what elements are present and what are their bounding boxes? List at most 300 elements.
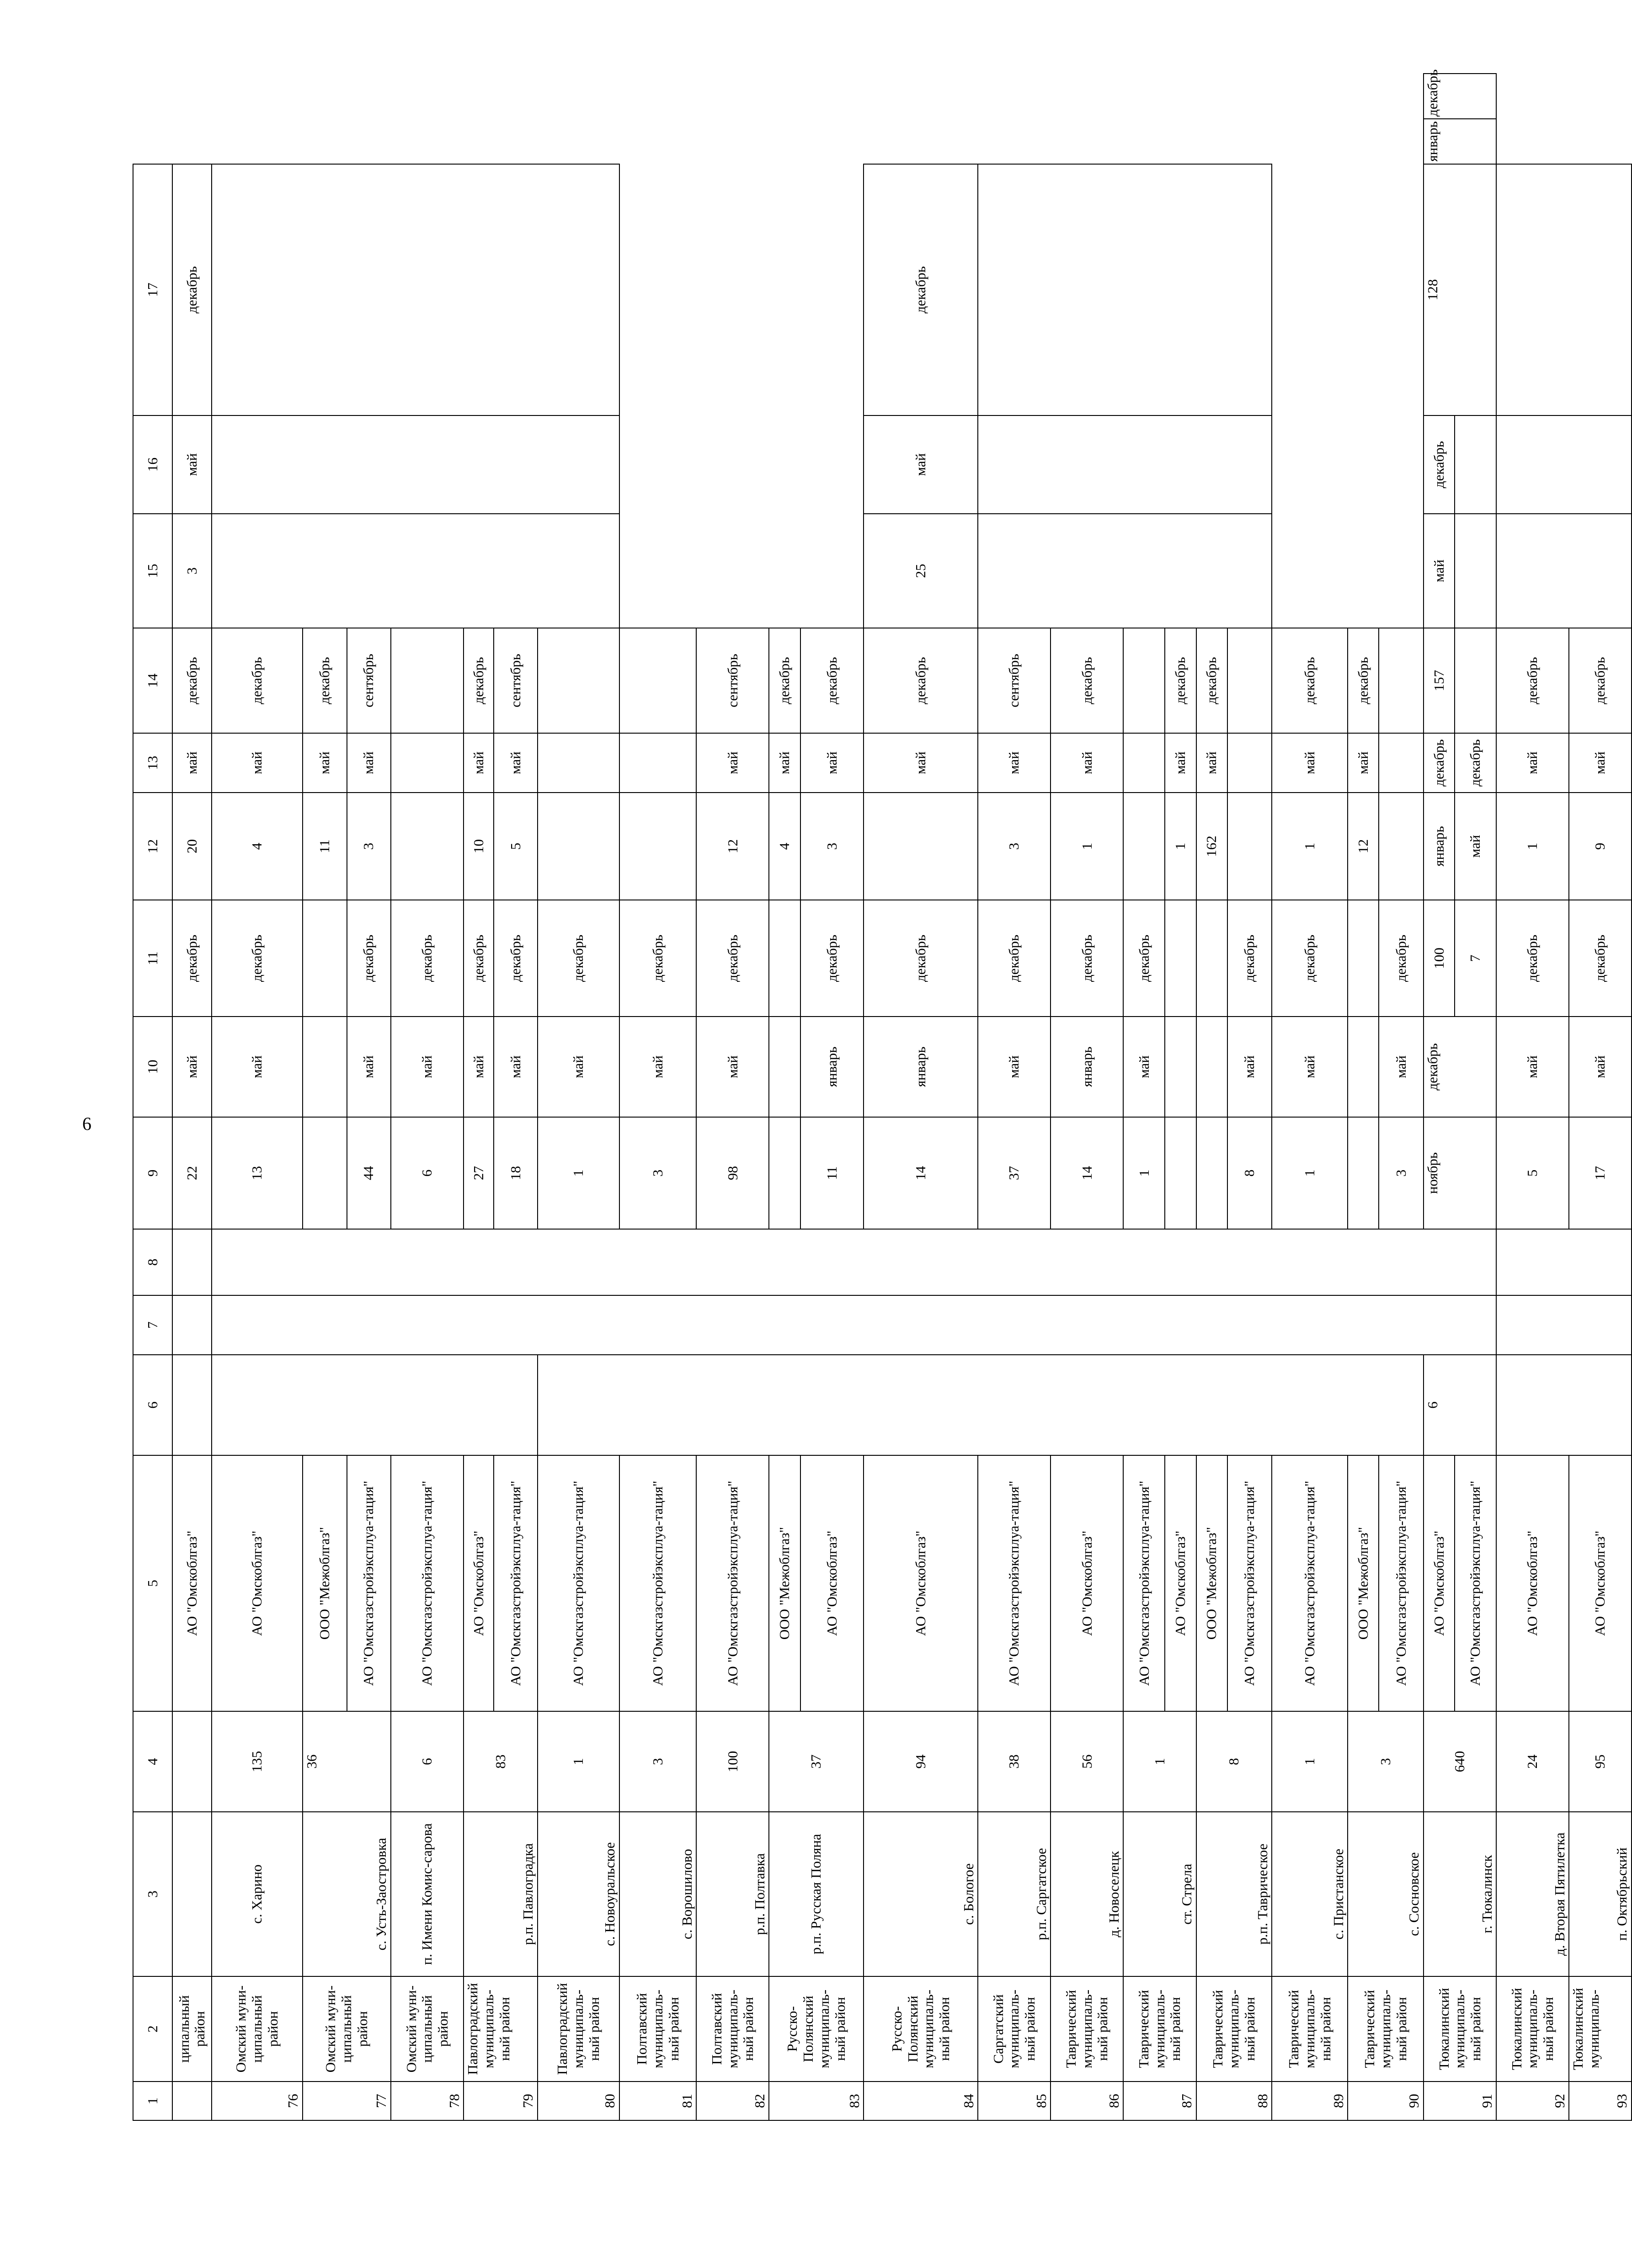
cell-col12: 3 bbox=[347, 793, 391, 900]
cell-col10: май bbox=[1496, 1017, 1569, 1117]
cell-col10 bbox=[769, 1017, 800, 1117]
district-cell: Тюкалинский муниципаль-ный район bbox=[1496, 1976, 1569, 2082]
cell-col13: май bbox=[1051, 733, 1123, 793]
row-number: 79 bbox=[464, 2082, 537, 2120]
cell-col14: сентябрь bbox=[347, 628, 391, 733]
cell-col9 bbox=[1348, 1117, 1379, 1229]
column-number: 2 bbox=[133, 1976, 172, 2082]
cell-col13: май bbox=[464, 733, 494, 793]
row-number bbox=[172, 2082, 212, 2120]
count-cell: 3 bbox=[1348, 1711, 1424, 1812]
cell-col15: 25 bbox=[864, 514, 978, 628]
column-number: 12 bbox=[133, 793, 172, 900]
cell-col12: 12 bbox=[696, 793, 769, 900]
cell-col13: май bbox=[1496, 733, 1569, 793]
cell-col14 bbox=[1379, 628, 1424, 733]
column-number: 14 bbox=[133, 628, 172, 733]
cell-col11: декабрь bbox=[978, 900, 1051, 1017]
count-cell: 3 bbox=[619, 1711, 696, 1812]
cell-col13 bbox=[538, 733, 620, 793]
cell-col17: декабрь bbox=[1424, 74, 1496, 119]
organization-cell: АО "Омскгазстройэксплуа-тация" bbox=[1379, 1455, 1424, 1711]
cell-col14: декабрь bbox=[1348, 628, 1379, 733]
cell-col11: декабрь bbox=[696, 900, 769, 1017]
cell-col14: декабрь bbox=[1424, 415, 1455, 514]
table-row bbox=[1424, 74, 1455, 2120]
settlement-cell: с. Ворошилово bbox=[619, 1812, 696, 1976]
settlement-cell: с. Харино bbox=[212, 1812, 303, 1976]
column-number-row bbox=[133, 74, 172, 2120]
cell-col9 bbox=[1165, 1117, 1196, 1229]
cell-col13: май bbox=[1272, 733, 1348, 793]
cell-col16: май bbox=[864, 415, 978, 514]
organization-cell: АО "Омскгазстройэксплуа-тация" bbox=[619, 1455, 696, 1711]
cell-col16 bbox=[212, 415, 619, 514]
count-cell: 640 bbox=[1424, 1711, 1496, 1812]
cell-col11: декабрь bbox=[347, 900, 391, 1017]
cell-col11: декабрь bbox=[494, 900, 537, 1017]
cell-col16 bbox=[1496, 415, 1632, 514]
cell-col11: декабрь bbox=[172, 900, 212, 1017]
cell-col13: май bbox=[696, 733, 769, 793]
cell-col13: май bbox=[1165, 733, 1196, 793]
column-number: 1 bbox=[133, 2082, 172, 2120]
cell-col10 bbox=[1196, 1017, 1227, 1117]
district-cell: Русско-Полянский муниципаль-ный район bbox=[864, 1976, 978, 2082]
cell-col11: декабрь bbox=[538, 900, 620, 1017]
cell-col14: декабрь bbox=[1272, 628, 1348, 733]
cell-col12: 12 bbox=[1348, 793, 1379, 900]
cell-col13 bbox=[1227, 733, 1272, 793]
organization-cell: АО "Омскоблгаз" bbox=[172, 1455, 212, 1711]
cell-col12: 5 bbox=[494, 793, 537, 900]
district-cell: Таврический муниципаль-ный район bbox=[1051, 1976, 1123, 2082]
cell-col12: 3 bbox=[978, 793, 1051, 900]
cell-col13: май bbox=[212, 733, 303, 793]
cell-col12: 1 bbox=[1051, 793, 1123, 900]
count-cell: 24 bbox=[1496, 1711, 1569, 1812]
settlement-cell: д. Новоселецк bbox=[1051, 1812, 1123, 1976]
column-number: 3 bbox=[133, 1812, 172, 1976]
cell-col11: декабрь bbox=[1123, 900, 1165, 1017]
organization-cell: АО "Омскгазстройэксплуа-тация" bbox=[1123, 1455, 1165, 1711]
count-cell: 83 bbox=[464, 1711, 537, 1812]
cell-col10: май bbox=[391, 1017, 464, 1117]
cell-col9: 37 bbox=[978, 1117, 1051, 1229]
cell-col11: декабрь bbox=[1455, 733, 1496, 793]
cell-col10: май bbox=[696, 1017, 769, 1117]
cell-col11: декабрь bbox=[800, 900, 864, 1017]
cell-col12: 157 bbox=[1424, 628, 1455, 733]
cell-col13: май bbox=[494, 733, 537, 793]
cell-col12 bbox=[1455, 628, 1496, 733]
district-cell: Полтавский муниципаль-ный район bbox=[619, 1976, 696, 2082]
cell-col11 bbox=[1196, 900, 1227, 1017]
cell-col10: май bbox=[619, 1017, 696, 1117]
cell-col11 bbox=[1348, 900, 1379, 1017]
cell-col6 bbox=[538, 1355, 1424, 1455]
cell-col9: 8 bbox=[1227, 1117, 1272, 1229]
count-cell: 37 bbox=[769, 1711, 864, 1812]
column-number: 5 bbox=[133, 1455, 172, 1711]
organization-cell: ООО "Межоблгаз" bbox=[769, 1455, 800, 1711]
cell-col16 bbox=[978, 415, 1272, 514]
cell-col12 bbox=[1123, 793, 1165, 900]
data-table bbox=[133, 69, 1632, 2121]
cell-col14: декабрь bbox=[212, 628, 303, 733]
table-row bbox=[212, 74, 303, 2120]
cell-col11: декабрь bbox=[864, 900, 978, 1017]
cell-col9: 22 bbox=[172, 1117, 212, 1229]
cell-col16: январь bbox=[1424, 119, 1496, 164]
settlement-cell: р.п. Русская Поляна bbox=[769, 1812, 864, 1976]
organization-cell: АО "Омскоблгаз" bbox=[864, 1455, 978, 1711]
row-number: 81 bbox=[619, 2082, 696, 2120]
cell-col11: декабрь bbox=[212, 900, 303, 1017]
row-number: 92 bbox=[1496, 2082, 1569, 2120]
cell-col7: ноябрь bbox=[1424, 1117, 1496, 1229]
table-row bbox=[1496, 74, 1569, 2120]
cell-col14: декабрь bbox=[1051, 628, 1123, 733]
cell-col13 bbox=[1455, 514, 1496, 628]
cell-col14: декабрь bbox=[303, 628, 347, 733]
cell-col12: 1 bbox=[1272, 793, 1348, 900]
cell-col12: 3 bbox=[800, 793, 864, 900]
cell-col8 bbox=[172, 1229, 212, 1295]
cell-col16: май bbox=[172, 415, 212, 514]
row-number: 93 bbox=[1569, 2082, 1632, 2120]
table-row bbox=[1348, 74, 1379, 2120]
cell-col10 bbox=[1348, 1017, 1379, 1117]
cell-col9: 13 bbox=[212, 1117, 303, 1229]
cell-col10: май bbox=[1272, 1017, 1348, 1117]
cell-col9: 3 bbox=[619, 1117, 696, 1229]
cell-col10: май bbox=[1123, 1017, 1165, 1117]
column-number: 4 bbox=[133, 1711, 172, 1812]
cell-col7 bbox=[172, 1295, 212, 1355]
cell-col11 bbox=[303, 900, 347, 1017]
organization-cell: АО "Омскгазстройэксплуа-тация" bbox=[1455, 1455, 1496, 1711]
cell-col9 bbox=[769, 1117, 800, 1229]
row-number: 87 bbox=[1123, 2082, 1196, 2120]
cell-col11: декабрь bbox=[1051, 900, 1123, 1017]
cell-col6 bbox=[212, 1355, 538, 1455]
count-cell: 100 bbox=[696, 1711, 769, 1812]
page-number: 6 bbox=[82, 1113, 91, 1134]
cell-col12: 1 bbox=[1165, 793, 1196, 900]
organization-cell: ООО "Межоблгаз" bbox=[303, 1455, 347, 1711]
cell-col12: 11 bbox=[303, 793, 347, 900]
table-row bbox=[769, 74, 800, 2120]
cell-col14: декабрь bbox=[1196, 628, 1227, 733]
cell-col6 bbox=[1496, 1355, 1632, 1455]
cell-col13: май bbox=[800, 733, 864, 793]
row-number: 86 bbox=[1051, 2082, 1123, 2120]
cell-col6: 6 bbox=[1424, 1355, 1496, 1455]
cell-col10: май bbox=[1227, 1017, 1272, 1117]
district-cell: Русско-Полянский муниципаль-ный район bbox=[769, 1976, 864, 2082]
cell-col10: май bbox=[172, 1017, 212, 1117]
column-number: 7 bbox=[133, 1295, 172, 1355]
district-cell: Павлоградский муниципаль-ный район bbox=[538, 1976, 620, 2082]
settlement-cell: р.п. Павлоградка bbox=[464, 1812, 537, 1976]
column-number: 16 bbox=[133, 415, 172, 514]
cell-col6 bbox=[172, 1355, 212, 1455]
cell-col8 bbox=[212, 1229, 1496, 1295]
cell-col13: май bbox=[1196, 733, 1227, 793]
cell-col17 bbox=[212, 164, 619, 415]
cell-col15: 128 bbox=[1424, 164, 1496, 415]
settlement-cell: д. Вторая Пятилетка bbox=[1496, 1812, 1569, 1976]
cell-col13: май bbox=[769, 733, 800, 793]
cell-col14 bbox=[1227, 628, 1272, 733]
table-row bbox=[172, 74, 212, 2120]
cell-col12: 1 bbox=[1496, 793, 1569, 900]
row-number: 90 bbox=[1348, 2082, 1424, 2120]
cell-col17 bbox=[978, 164, 1272, 415]
column-number: 8 bbox=[133, 1229, 172, 1295]
cell-col12 bbox=[619, 793, 696, 900]
cell-col14 bbox=[391, 628, 464, 733]
cell-col14: декабрь bbox=[769, 628, 800, 733]
cell-col9: 27 bbox=[464, 1117, 494, 1229]
district-cell: Таврический муниципаль-ный район bbox=[1196, 1976, 1272, 2082]
cell-col14: декабрь bbox=[172, 628, 212, 733]
cell-col17: декабрь bbox=[172, 164, 212, 415]
district-cell: Саргатский муниципаль-ный район bbox=[978, 1976, 1051, 2082]
row-number: 77 bbox=[303, 2082, 391, 2120]
cell-col13: май bbox=[1569, 733, 1632, 793]
cell-col10: май bbox=[1569, 1017, 1632, 1117]
row-number: 82 bbox=[696, 2082, 769, 2120]
cell-col13 bbox=[391, 733, 464, 793]
cell-col14: декабрь bbox=[1496, 628, 1569, 733]
organization-cell: АО "Омскгазстройэксплуа-тация" bbox=[1272, 1455, 1348, 1711]
count-cell: 36 bbox=[303, 1711, 391, 1812]
cell-col14: сентябрь bbox=[978, 628, 1051, 733]
count-cell: 95 bbox=[1569, 1711, 1632, 1812]
column-number: 11 bbox=[133, 900, 172, 1017]
settlement-cell: р.п. Таврическое bbox=[1196, 1812, 1272, 1976]
cell-col11: декабрь bbox=[1379, 900, 1424, 1017]
cell-col15 bbox=[212, 514, 619, 628]
organization-cell: АО "Омскгазстройэксплуа-тация" bbox=[538, 1455, 620, 1711]
settlement-cell: с. Бологое bbox=[864, 1812, 978, 1976]
cell-col13: май bbox=[347, 733, 391, 793]
cell-col8: декабрь bbox=[1424, 1017, 1496, 1117]
cell-col12 bbox=[391, 793, 464, 900]
count-cell: 1 bbox=[1272, 1711, 1348, 1812]
cell-col9 bbox=[1196, 1117, 1227, 1229]
cell-col10: январь bbox=[800, 1017, 864, 1117]
cell-col11: декабрь bbox=[1272, 900, 1348, 1017]
cell-col10: январь bbox=[864, 1017, 978, 1117]
cell-col10: май bbox=[538, 1017, 620, 1117]
table-row bbox=[978, 74, 1051, 2120]
cell-col12: 20 bbox=[172, 793, 212, 900]
organization-cell: АО "Омскоблгаз" bbox=[1496, 1455, 1569, 1711]
cell-col14: сентябрь bbox=[494, 628, 537, 733]
cell-col13: май bbox=[978, 733, 1051, 793]
cell-col12: 10 bbox=[464, 793, 494, 900]
district-cell: Таврический муниципаль-ный район bbox=[1348, 1976, 1424, 2082]
district-cell: Таврический муниципаль-ный район bbox=[1123, 1976, 1196, 2082]
organization-cell: АО "Омскгазстройэксплуа-тация" bbox=[391, 1455, 464, 1711]
cell-col10: май bbox=[212, 1017, 303, 1117]
cell-col17: декабрь bbox=[864, 164, 978, 415]
cell-col14 bbox=[1123, 628, 1165, 733]
column-number: 15 bbox=[133, 514, 172, 628]
district-cell: ципальный район bbox=[172, 1976, 212, 2082]
settlement-cell: ст. Стрела bbox=[1123, 1812, 1196, 1976]
organization-cell: АО "Омскоблгаз" bbox=[464, 1455, 494, 1711]
organization-cell: ООО "Межоблгаз" bbox=[1196, 1455, 1227, 1711]
cell-col11: декабрь bbox=[1227, 900, 1272, 1017]
cell-col13: май bbox=[1424, 514, 1455, 628]
cell-col9: 11 bbox=[800, 1117, 864, 1229]
organization-cell: АО "Омскоблгаз" bbox=[1051, 1455, 1123, 1711]
cell-col9: 17 bbox=[1569, 1117, 1632, 1229]
organization-cell: АО "Омскоблгаз" bbox=[800, 1455, 864, 1711]
row-number: 76 bbox=[212, 2082, 303, 2120]
cell-col13: май bbox=[303, 733, 347, 793]
settlement-cell: г. Тюкалинск bbox=[1424, 1812, 1496, 1976]
district-cell: Омский муни-ципальный район bbox=[212, 1976, 303, 2082]
cell-col11: декабрь bbox=[391, 900, 464, 1017]
cell-col15 bbox=[978, 514, 1272, 628]
count-cell: 94 bbox=[864, 1711, 978, 1812]
cell-col7 bbox=[212, 1295, 1496, 1355]
cell-col9: 14 bbox=[864, 1117, 978, 1229]
organization-cell: АО "Омскгазстройэксплуа-тация" bbox=[494, 1455, 537, 1711]
organization-cell: АО "Омскоблгаз" bbox=[1569, 1455, 1632, 1711]
cell-col12 bbox=[1379, 793, 1424, 900]
district-cell: Полтавский муниципаль-ный район bbox=[696, 1976, 769, 2082]
cell-col9: 7 bbox=[1455, 900, 1496, 1017]
cell-col13 bbox=[1379, 733, 1424, 793]
cell-col10: январь bbox=[1424, 793, 1455, 900]
cell-col14: декабрь bbox=[1165, 628, 1196, 733]
organization-cell: ООО "Межоблгаз" bbox=[1348, 1455, 1379, 1711]
row-number: 88 bbox=[1196, 2082, 1272, 2120]
count-cell: 8 bbox=[1196, 1711, 1272, 1812]
district-cell: Павлоградский муниципаль-ный район bbox=[464, 1976, 537, 2082]
district-cell: Таврический муниципаль-ный район bbox=[1272, 1976, 1348, 2082]
cell-col12: 4 bbox=[212, 793, 303, 900]
cell-col11: декабрь bbox=[1569, 900, 1632, 1017]
cell-col12: 4 bbox=[769, 793, 800, 900]
cell-col10: январь bbox=[1051, 1017, 1123, 1117]
cell-col14: декабрь bbox=[1569, 628, 1632, 733]
row-number: 80 bbox=[538, 2082, 620, 2120]
cell-col10: май bbox=[1455, 793, 1496, 900]
cell-col10: май bbox=[494, 1017, 537, 1117]
settlement-cell: п. Октябрьский bbox=[1569, 1812, 1632, 1976]
cell-col13 bbox=[619, 733, 696, 793]
cell-col17 bbox=[1496, 164, 1632, 415]
row-number: 78 bbox=[391, 2082, 464, 2120]
count-cell: 135 bbox=[212, 1711, 303, 1812]
cell-col9: 18 bbox=[494, 1117, 537, 1229]
cell-col14: декабрь bbox=[800, 628, 864, 733]
organization-cell: АО "Омскгазстройэксплуа-тация" bbox=[978, 1455, 1051, 1711]
table-row bbox=[696, 74, 769, 2120]
rotated-table-wrapper bbox=[133, 69, 1632, 2121]
count-cell: 1 bbox=[538, 1711, 620, 1812]
cell-col14 bbox=[1455, 415, 1496, 514]
cell-col9: 14 bbox=[1051, 1117, 1123, 1229]
cell-col14: декабрь bbox=[464, 628, 494, 733]
cell-col15 bbox=[1496, 514, 1632, 628]
count-cell: 1 bbox=[1123, 1711, 1196, 1812]
settlement-cell: с. Пристанское bbox=[1272, 1812, 1348, 1976]
settlement-cell: р.п. Полтавка bbox=[696, 1812, 769, 1976]
cell-col11: декабрь bbox=[619, 900, 696, 1017]
cell-col13: май bbox=[864, 733, 978, 793]
cell-col11 bbox=[1165, 900, 1196, 1017]
cell-col9: 1 bbox=[1123, 1117, 1165, 1229]
cell-col9: 1 bbox=[538, 1117, 620, 1229]
organization-cell: АО "Омскгазстройэксплуа-тация" bbox=[696, 1455, 769, 1711]
cell-col11: декабрь bbox=[464, 900, 494, 1017]
cell-col9: 6 bbox=[391, 1117, 464, 1229]
column-number: 17 bbox=[133, 164, 172, 415]
cell-col9: 5 bbox=[1496, 1117, 1569, 1229]
organization-cell: АО "Омскгазстройэксплуа-тация" bbox=[1227, 1455, 1272, 1711]
cell-col10: май bbox=[464, 1017, 494, 1117]
column-number: 9 bbox=[133, 1117, 172, 1229]
cell-col9: 1 bbox=[1272, 1117, 1348, 1229]
cell-col9: 98 bbox=[696, 1117, 769, 1229]
settlement-cell: с. Новоуральское bbox=[538, 1812, 620, 1976]
cell-col14 bbox=[619, 628, 696, 733]
organization-cell: АО "Омскоблгаз" bbox=[212, 1455, 303, 1711]
row-number: 89 bbox=[1272, 2082, 1348, 2120]
row-number: 83 bbox=[769, 2082, 864, 2120]
table-row bbox=[1272, 74, 1348, 2120]
row-number: 91 bbox=[1424, 2082, 1496, 2120]
settlement-cell: с. Усть-Заостровка bbox=[303, 1812, 391, 1976]
organization-cell: АО "Омскоблгаз" bbox=[1424, 1455, 1455, 1711]
count-cell bbox=[172, 1711, 212, 1812]
settlement-cell bbox=[172, 1812, 212, 1976]
column-number: 13 bbox=[133, 733, 172, 793]
cell-col7 bbox=[1496, 1295, 1632, 1355]
organization-cell: АО "Омскгазстройэксплуа-тация" bbox=[347, 1455, 391, 1711]
cell-col13: май bbox=[1348, 733, 1379, 793]
cell-col15: 3 bbox=[172, 514, 212, 628]
cell-col14: сентябрь bbox=[696, 628, 769, 733]
cell-col9: 3 bbox=[1379, 1117, 1424, 1229]
cell-col13: май bbox=[172, 733, 212, 793]
cell-col10 bbox=[1165, 1017, 1196, 1117]
row-number: 85 bbox=[978, 2082, 1051, 2120]
count-cell: 38 bbox=[978, 1711, 1051, 1812]
cell-col12: 9 bbox=[1569, 793, 1632, 900]
cell-col13 bbox=[1123, 733, 1165, 793]
district-cell: Омский муни-ципальный район bbox=[303, 1976, 391, 2082]
settlement-cell: р.п. Саргатское bbox=[978, 1812, 1051, 1976]
district-cell: Тюкалинский муниципаль-ный район bbox=[1424, 1976, 1496, 2082]
district-cell: Тюкалинский муниципаль- bbox=[1569, 1976, 1632, 2082]
cell-col11: декабрь bbox=[1496, 900, 1569, 1017]
cell-col10: май bbox=[347, 1017, 391, 1117]
settlement-cell: с. Сосновское bbox=[1348, 1812, 1424, 1976]
row-number: 84 bbox=[864, 2082, 978, 2120]
count-cell: 56 bbox=[1051, 1711, 1123, 1812]
count-cell: 6 bbox=[391, 1711, 464, 1812]
cell-col10: май bbox=[978, 1017, 1051, 1117]
